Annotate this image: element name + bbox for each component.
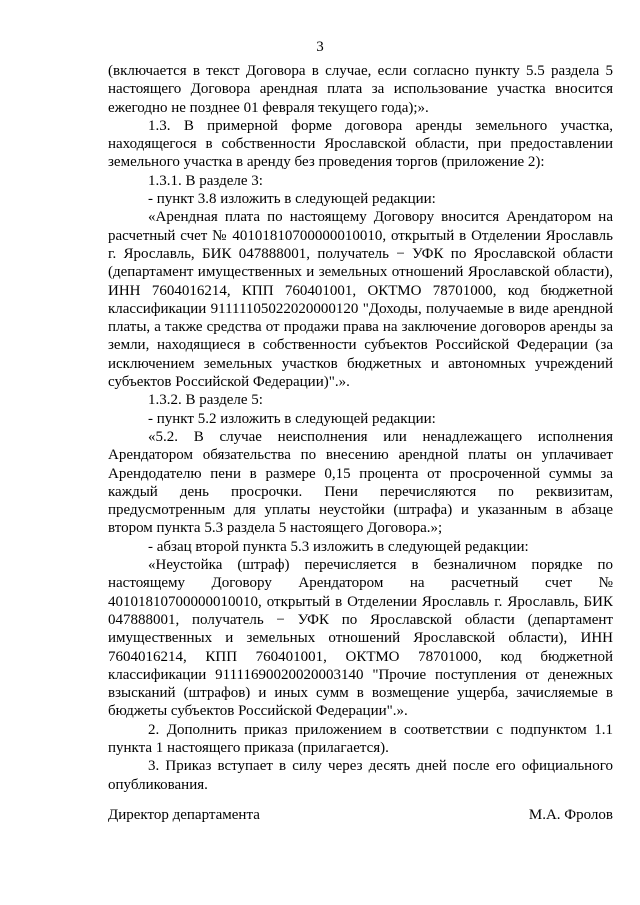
paragraph: - пункт 3.8 изложить в следующей редакции: xyxy=(148,191,436,208)
paragraph: «5.2. В случае неисполнения или ненадлежащего исполнения Арендатором обязательства по внесению арендной платы он уплачивает Арендодателю пени в размере 0,15 процента от просроченной суммы за каждый день просрочки. Пени перечисляются по реквизитам, предусмотренным для уплаты неустойки (штрафа) и указанным в абзаце втором пункта 5.3 раздела 5 настоящего Договора.»; xyxy=(108,428,613,537)
paragraph: «Арендная плата по настоящему Договору вносится Арендатором на расчетный счет № 40101810700000010010, открытый в Отделении Ярославль г. Ярославль, БИК 047888001, получатель − УФК по Ярославской области (департамент имущественных и земельных отношений Ярославской области), ИНН 7604016214, КПП 760401001, ОКТМО 78701000, код бюджетной классификации 91111105022020000120 "Доходы, получаемые в виде арендной платы, а также средства от продажи права на заключение договоров аренды за земли, находящиеся в собственности субъектов Российской Федерации (за исключением земельных участков бюджетных и автономных учреждений субъектов Российской Федерации)".». xyxy=(108,209,613,391)
signatory-name: М.А. Фролов xyxy=(528,807,613,823)
paragraph: 1.3.2. В разделе 5: xyxy=(148,392,263,409)
document-body xyxy=(108,62,613,794)
paragraph: «Неустойка (штраф) перечисляется в безналичном порядке по настоящему Договору Арендатором на расчетный счет № 40101810700000010010, открытый в Отделении Ярославль г. Ярославль, БИК 047888001, получатель − УФК по Ярославской области (департамент имущественных и земельных отношений Ярославской области), ИНН 7604016214, КПП 760401001, ОКТМО 78701000, код бюджетной классификации 91111690020020003140 "Прочие поступления от денежных взысканий (штрафов) и иных сумм в возмещение ущерба, зачисляемые в бюджеты субъектов Российской Федерации".». xyxy=(108,557,613,720)
paragraph: 3. Приказ вступает в силу через десять дней после его официального опубликования. xyxy=(108,758,613,793)
paragraph: (включается в текст Договора в случае, если согласно пункту 5.5 раздела 5 настоящего Договора арендная плата за использование участка вносится ежегодно не позднее 01 февраля текущего года);». xyxy=(108,63,613,116)
signatory-position: Директор департамента xyxy=(108,807,260,823)
paragraph: - абзац второй пункта 5.3 изложить в следующей редакции: xyxy=(148,538,529,555)
paragraph: 1.3. В примерной форме договора аренды земельного участка, находящегося в собственности Ярославской области, при предоставлении земельного участка в аренду без проведения торгов (приложение 2): xyxy=(108,117,613,171)
paragraph: - пункт 5.2 изложить в следующей редакции: xyxy=(148,410,436,427)
paragraph: 2. Дополнить приказ приложением в соответствии с подпунктом 1.1 пункта 1 настоящего приказа (прилагается). xyxy=(108,721,613,756)
page-number: 3 xyxy=(316,39,324,55)
signature-block xyxy=(108,806,613,824)
paragraph: 1.3.1. В разделе 3: xyxy=(148,172,263,189)
